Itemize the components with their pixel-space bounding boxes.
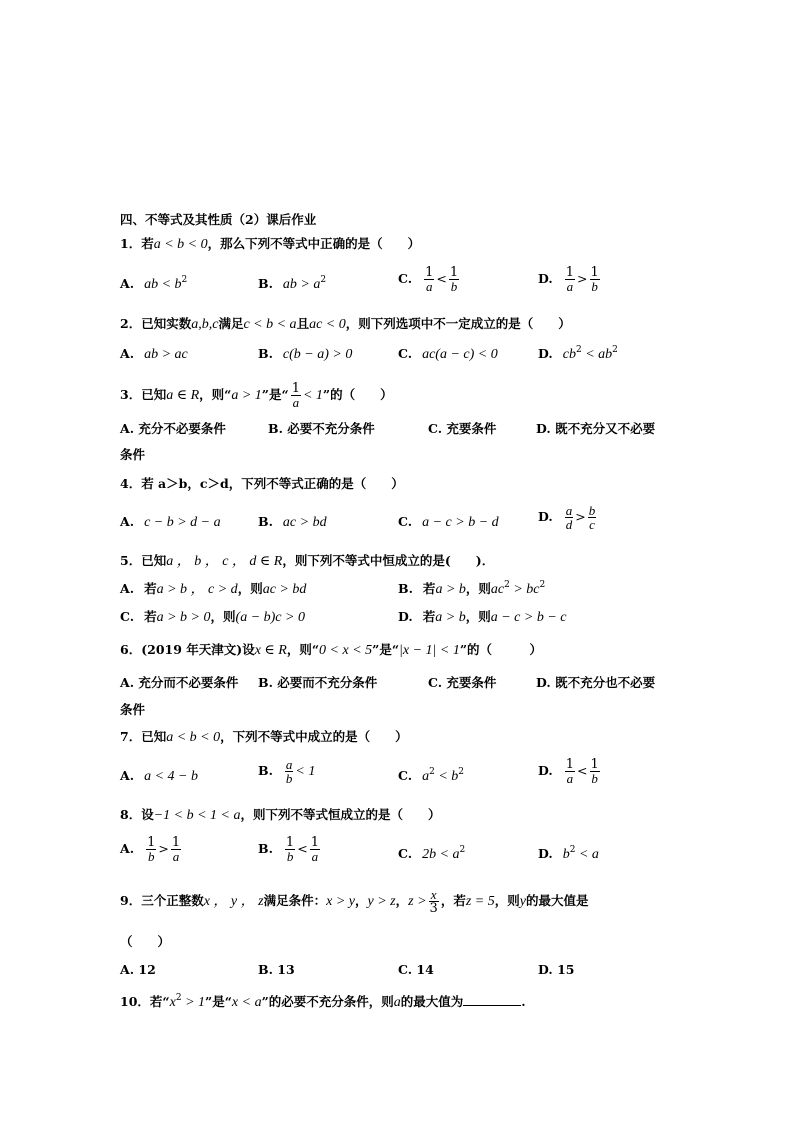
question-10-stem: 10．若“$x^2 > 1$”是“x < a”的必要不充分条件，则a的最大值为 . (120, 993, 526, 1010)
q6-option-d[interactable]: D. 既不充分也不必要 (536, 675, 656, 690)
q1-option-d[interactable]: D. $\frac{1}{a}$ > $\frac{1}{b}$ (538, 265, 599, 294)
q5-option-a[interactable]: A. 若a > b ， c > d，则ac > bd (120, 581, 307, 597)
q3-option-d[interactable]: D. 既不充分又不必要 (536, 421, 656, 436)
q8-option-c[interactable]: C. $2b < a^2$ (398, 845, 466, 862)
q9-option-b[interactable]: B. 13 (258, 962, 295, 977)
q6-option-b[interactable]: B. 必要而不充分条件 (258, 675, 378, 690)
question-5-stem: 5．已知a ， b ， c ， d ∈ R，则下列不等式中恒成立的是( )． (120, 553, 495, 569)
q6-option-c[interactable]: C. 充要条件 (428, 675, 497, 690)
q5-option-b[interactable]: B. 若a > b，则$ac^2 > bc^2$ (398, 580, 546, 597)
question-7-stem: 7．已知a < b < 0，下列不等式中成立的是（ ） (120, 729, 408, 745)
q7-option-b[interactable]: B. $\frac{a}{b}$ < 1 (258, 757, 316, 786)
q3-option-a[interactable]: A. 充分不必要条件 (120, 421, 226, 436)
q1-option-a[interactable]: A. ab < $b^2$ (120, 275, 188, 292)
question-6-stem: 6．(2019 年天津文)设x ∈ R，则“0 < x < 5”是“|x − 1| < 1”的（ ） (120, 642, 543, 658)
q9-option-c[interactable]: C. 14 (398, 962, 434, 977)
q3-option-d-cont: 条件 (120, 447, 146, 462)
q4-option-c[interactable]: C. a − c > b − d (398, 514, 499, 530)
q4-option-a[interactable]: A. c − b > d − a (120, 514, 221, 530)
question-8-stem: 8．设−1 < b < 1 < a，则下列不等式恒成立的是（ ） (120, 807, 441, 823)
q2-option-d[interactable]: D. $cb^2 < ab^2$ (538, 345, 618, 362)
q7-option-a[interactable]: A. a < 4 − b (120, 768, 198, 784)
q8-option-d[interactable]: D. $b^2 < a$ (538, 845, 599, 862)
q4-option-d[interactable]: D. $\frac{a}{d}$ > $\frac{b}{c}$ (538, 503, 596, 532)
q7-option-d[interactable]: D. $\frac{1}{a}$ < $\frac{1}{b}$ (538, 757, 599, 786)
q1-option-b[interactable]: B. ab > $a^2$ (258, 275, 327, 292)
q3-option-b[interactable]: B. 必要不充分条件 (268, 421, 375, 436)
q9-option-d[interactable]: D. 15 (538, 962, 575, 977)
question-1-stem: 1．若a < b < 0，那么下列不等式中正确的是（ ） (120, 236, 421, 252)
q8-option-b[interactable]: B. $\frac{1}{b}$ < $\frac{1}{a}$ (258, 835, 319, 864)
question-3-stem: 3．已知a ∈ R，则“a > 1”是“ $\frac{1}{a}$ < 1”的（ ） (120, 381, 393, 410)
question-4-stem: 4．若 a＞b，c＞d，下列不等式正确的是（ ） (120, 476, 404, 491)
answer-blank[interactable] (463, 994, 521, 1006)
q3-option-c[interactable]: C. 充要条件 (428, 421, 497, 436)
q4-option-b[interactable]: B. ac > bd (258, 514, 327, 530)
question-2-stem: 2．已知实数a,b,c满足c < b < a且ac < 0，则下列选项中不一定成立的是（ ） (120, 316, 571, 332)
q2-option-c[interactable]: C. ac(a − c) < 0 (398, 346, 498, 362)
q9-option-a[interactable]: A. 12 (120, 962, 156, 977)
q5-option-c[interactable]: C. 若a > b > 0，则(a − b)c > 0 (120, 609, 305, 625)
q8-option-a[interactable]: A. $\frac{1}{b}$ > $\frac{1}{a}$ (120, 835, 181, 864)
question-9-paren: （ ） (120, 934, 171, 949)
page-title: 四、不等式及其性质（2）课后作业 (120, 212, 317, 227)
q6-option-a[interactable]: A. 充分而不必要条件 (120, 675, 239, 690)
q2-option-b[interactable]: B. c(b − a) > 0 (258, 346, 353, 362)
q6-option-d-cont: 条件 (120, 702, 146, 717)
q7-option-c[interactable]: C. $a^2 < b^2$ (398, 767, 465, 784)
q2-option-a[interactable]: A. ab > ac (120, 346, 188, 362)
q1-option-c[interactable]: C. $\frac{1}{a}$ < $\frac{1}{b}$ (398, 265, 459, 294)
question-9-stem: 9．三个正整数x ， y ， z满足条件：x > y，y > z，z > $\frac{x}{3}$ ，若z = 5，则y的最大值是 (120, 887, 589, 916)
q5-option-d[interactable]: D. 若a > b，则a − c > b − c (398, 609, 567, 625)
